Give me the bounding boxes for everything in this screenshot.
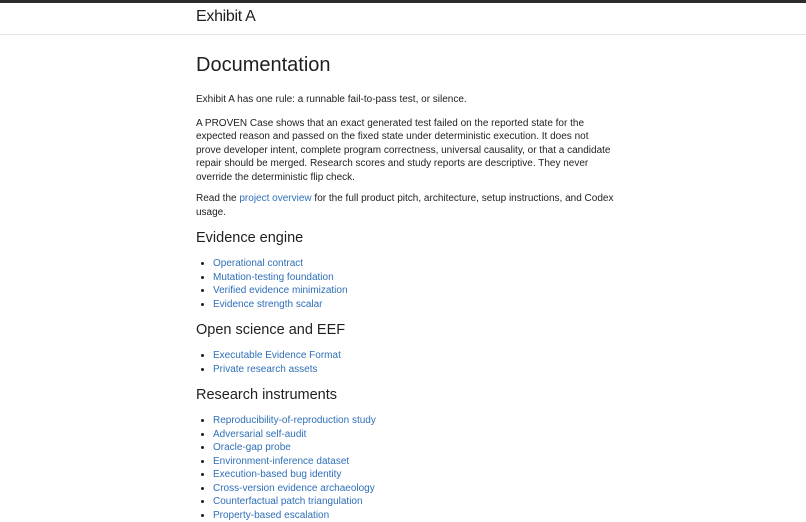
list-item <box>213 468 616 482</box>
doc-link-mutation-testing[interactable]: Mutation-testing foundation <box>213 272 334 283</box>
site-header <box>0 3 806 35</box>
list-item <box>213 428 616 442</box>
section-heading-research-instruments: Research instruments <box>196 386 616 404</box>
doc-link-evidence-strength[interactable]: Evidence strength scalar <box>213 299 323 310</box>
overview-prefix: Read the <box>196 193 239 204</box>
list-item <box>213 363 616 377</box>
list-item <box>213 509 616 522</box>
section-heading-evidence-engine: Evidence engine <box>196 229 616 247</box>
doc-link-environment-inference[interactable]: Environment-inference dataset <box>213 456 349 467</box>
project-overview-link[interactable]: project overview <box>239 193 311 204</box>
overview-suffix: for the full product pitch, architecture, setup instructions, and Codex usage. <box>196 193 613 218</box>
open-science-list <box>196 349 616 376</box>
proven-paragraph: A PROVEN Case shows that an exact generated test failed on the reported state for the expected reason and passed on the fixed state under deterministic execution. It does not prove developer intent, complete program correctness, universal causality, or that a candidate repair should be merged. Research scores and study reports are descriptive. They never override the deterministic flip check. <box>196 117 616 185</box>
page-title: Documentation <box>196 53 616 77</box>
list-item <box>213 414 616 428</box>
evidence-engine-list <box>196 257 616 311</box>
overview-paragraph <box>196 192 616 219</box>
doc-link-operational-contract[interactable]: Operational contract <box>213 258 303 269</box>
doc-link-patch-triangulation[interactable]: Counterfactual patch triangulation <box>213 496 363 507</box>
research-instruments-list <box>196 414 616 522</box>
doc-link-adversarial-self-audit[interactable]: Adversarial self-audit <box>213 429 306 440</box>
doc-link-bug-identity[interactable]: Execution-based bug identity <box>213 469 341 480</box>
list-item <box>213 482 616 496</box>
doc-link-evidence-minimization[interactable]: Verified evidence minimization <box>213 285 348 296</box>
list-item <box>213 495 616 509</box>
doc-link-private-research-assets[interactable]: Private research assets <box>213 364 318 375</box>
doc-link-evidence-archaeology[interactable]: Cross-version evidence archaeology <box>213 483 375 494</box>
site-title-link[interactable]: Exhibit A <box>196 8 256 26</box>
doc-link-property-based-escalation[interactable]: Property-based escalation <box>213 510 329 521</box>
lede-paragraph: Exhibit A has one rule: a runnable fail-to-pass test, or silence. <box>196 93 616 107</box>
doc-link-oracle-gap-probe[interactable]: Oracle-gap probe <box>213 442 291 453</box>
documentation-content <box>196 35 616 522</box>
list-item <box>213 271 616 285</box>
list-item <box>213 284 616 298</box>
list-item <box>213 349 616 363</box>
list-item <box>213 257 616 271</box>
section-heading-open-science: Open science and EEF <box>196 321 616 339</box>
list-item <box>213 298 616 312</box>
doc-link-reproducibility-study[interactable]: Reproducibility-of-reproduction study <box>213 415 376 426</box>
doc-link-executable-evidence-format[interactable]: Executable Evidence Format <box>213 350 341 361</box>
list-item <box>213 441 616 455</box>
list-item <box>213 455 616 469</box>
